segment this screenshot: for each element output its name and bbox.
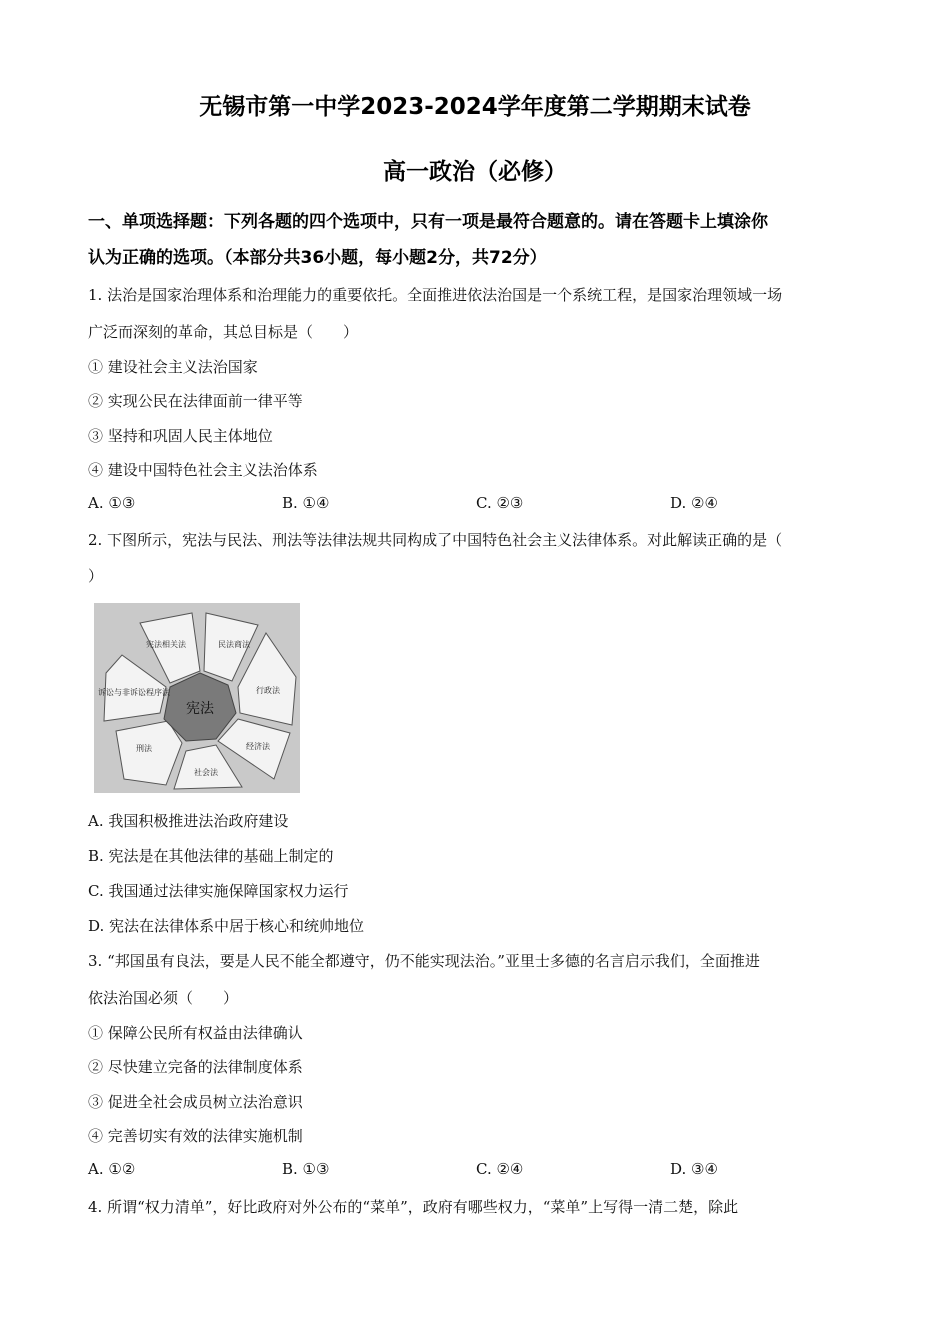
segment-label-2: 民法商法 [218, 640, 250, 649]
q2-option-c: C. 我国通过法律实施保障国家权力运行 [88, 882, 349, 900]
segment-label-3: 行政法 [256, 686, 280, 695]
section-heading-line-2: 认为正确的选项。（本部分共36小题，每小题2分，共72分） [88, 248, 547, 268]
q2-option-b: B. 宪法是在其他法律的基础上制定的 [88, 847, 334, 865]
section-heading [88, 204, 868, 276]
q3-item-4: ④ 完善切实有效的法律实施机制 [88, 1127, 303, 1145]
q1-option-c: C. ②③ [476, 494, 524, 512]
exam-subtitle: 高一政治（必修） [383, 159, 567, 185]
segment-label-7: 诉讼与非诉讼程序法 [98, 688, 170, 697]
q2-option-d: D. 宪法在法律体系中居于核心和统帅地位 [88, 917, 365, 935]
q1-option-b: B. ①④ [282, 494, 330, 512]
segment-shape-6 [116, 721, 182, 785]
segment-label-4: 经济法 [246, 742, 270, 751]
q3-item-1: ① 保障公民所有权益由法律确认 [88, 1024, 303, 1042]
q2-stem-line-1: 2. 下图所示，宪法与民法、刑法等法律法规共同构成了中国特色社会主义法律体系。对此解读正确的是（ [88, 531, 783, 549]
section-heading-line-1: 一、单项选择题：下列各题的四个选项中，只有一项是最符合题意的。请在答题卡上填涂你 [88, 212, 768, 232]
exam-title: 无锡市第一中学2023-2024学年度第二学期期末试卷 [199, 94, 751, 120]
legal-system-diagram-svg [94, 603, 300, 793]
q1-item-2: ② 实现公民在法律面前一律平等 [88, 392, 303, 410]
q3-item-2: ② 尽快建立完备的法律制度体系 [88, 1058, 303, 1076]
legal-system-diagram [94, 603, 300, 793]
q3-stem-line-1: 3. “邦国虽有良法，要是人民不能全都遵守，仍不能实现法治。”亚里士多德的名言启示我们，全面推进 [88, 952, 760, 970]
center-label: 宪法 [186, 701, 214, 717]
q3-option-c: C. ②④ [476, 1160, 524, 1178]
q3-option-b: B. ①③ [282, 1160, 330, 1178]
segment-shape-5 [174, 745, 242, 789]
q3-item-3: ③ 促进全社会成员树立法治意识 [88, 1093, 303, 1111]
q3-option-a: A. ①② [88, 1160, 136, 1178]
segment-label-5: 社会法 [194, 768, 218, 777]
q3-stem-line-2: 依法治国必须（ ） [88, 989, 239, 1007]
q4-stem-line-1: 4. 所谓“权力清单”，好比政府对外公布的“菜单”，政府有哪些权力，“菜单”上写得一清二楚，除此 [88, 1198, 739, 1216]
segment-label-1: 宪法相关法 [146, 640, 186, 649]
q1-option-a: A. ①③ [88, 494, 136, 512]
q1-item-4: ④ 建设中国特色社会主义法治体系 [88, 461, 318, 479]
q2-option-a: A. 我国积极推进法治政府建设 [88, 812, 289, 830]
q1-item-3: ③ 坚持和巩固人民主体地位 [88, 427, 273, 445]
q1-option-d: D. ②④ [670, 494, 718, 512]
q1-item-1: ① 建设社会主义法治国家 [88, 358, 258, 376]
q1-stem-line-2: 广泛而深刻的革命，其总目标是（ ） [88, 323, 359, 341]
q3-option-d: D. ③④ [670, 1160, 718, 1178]
segment-label-6: 刑法 [136, 744, 152, 753]
q1-stem-line-1: 1. 法治是国家治理体系和治理能力的重要依托。全面推进依法治国是一个系统工程，是国家治理领域一场 [88, 286, 783, 304]
q2-stem-line-2: ） [88, 567, 104, 585]
